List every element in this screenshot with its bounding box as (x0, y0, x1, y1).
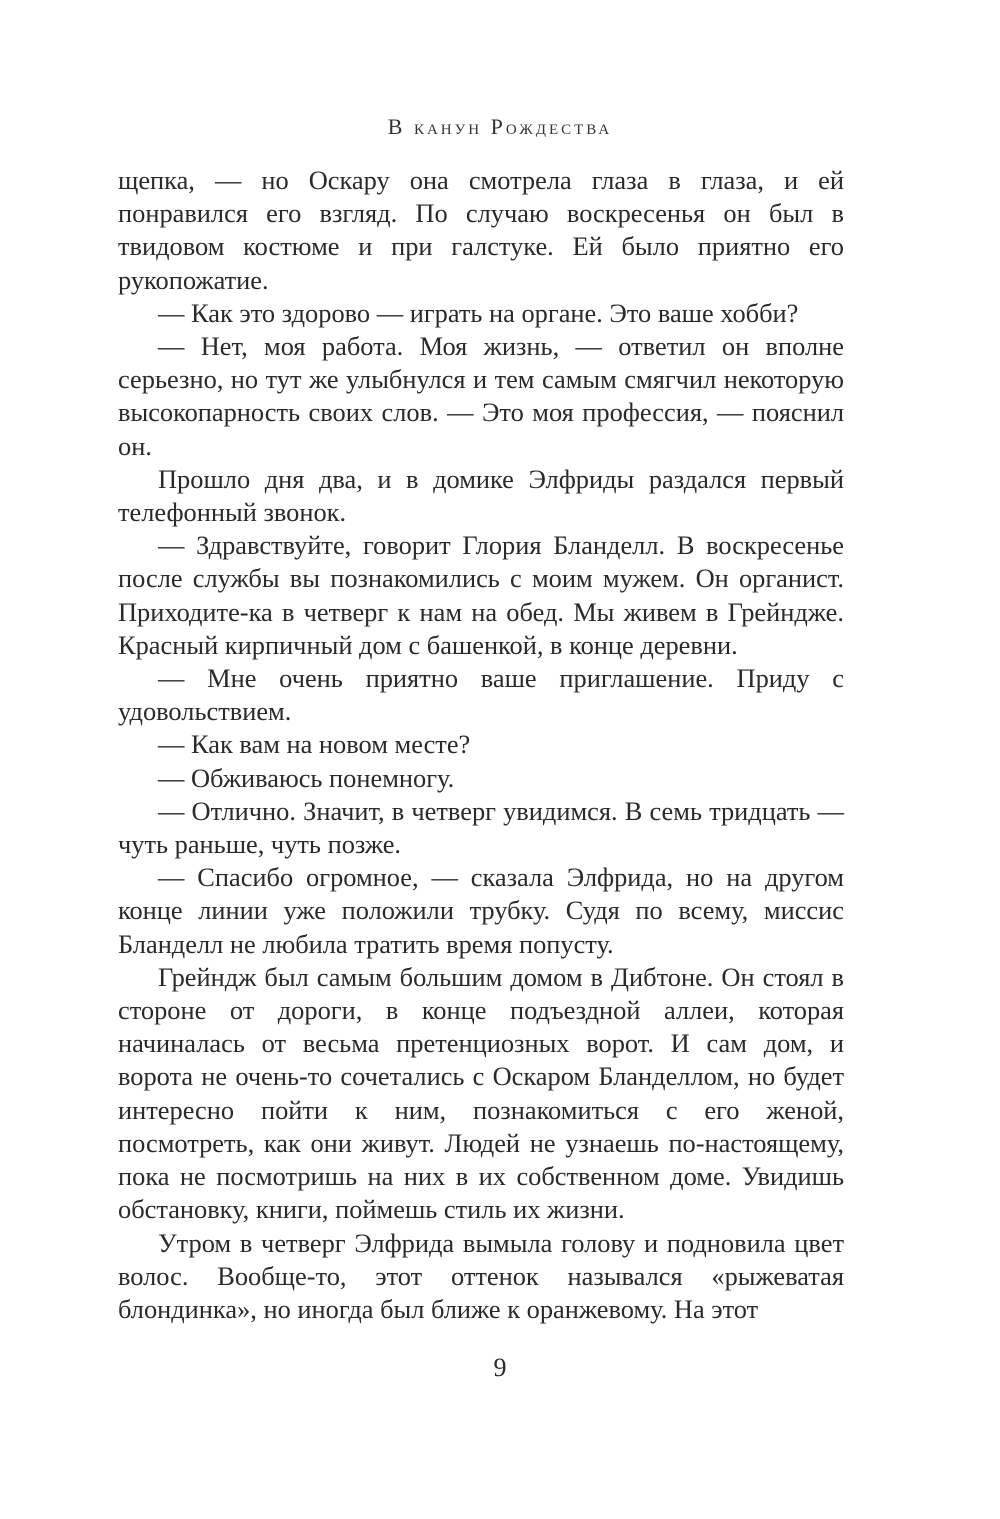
paragraph: щепка, — но Оскару она смотрела глаза в глаза, и ей понравился его взгляд. По случаю воскресенья он был в твидовом костюме и при галстуке. Ей было приятно его рукопожатие. (118, 165, 844, 295)
paragraph: Грейндж был самым большим домом в Дибтоне. Он стоял в стороне от дороги, в конце подъездной аллеи, которая начиналась от весьма претенциозных ворот. И сам дом, и ворота не очень-то сочетались с Оскаром Бланделлом, но будет интересно пойти к ним, познакомиться с его женой, посмотреть, как они живут. Людей не узнаешь по-настоящему, пока не посмотришь на них в их собственном доме. Увидишь обстановку, книги, поймешь стиль их жизни. (118, 961, 844, 1225)
paragraph: — Как это здорово — играть на органе. Это ваше хобби? (158, 297, 799, 328)
paragraph: — Обживаюсь понемногу. (158, 762, 455, 793)
paragraph: — Мне очень приятно ваше приглашение. Приду с удовольствием. (118, 663, 844, 727)
paragraph: — Как вам на новом месте? (158, 729, 471, 760)
body-text (118, 164, 844, 1326)
paragraph: — Нет, моя работа. Моя жизнь, — ответил он вполне серьезно, но тут же улыбнулся и тем самым смягчил некоторую высокопарность своих слов. — Это моя профессия, — пояснил он. (118, 331, 844, 461)
paragraph: — Отлично. Значит, в четверг увидимся. В семь тридцать — чуть раньше, чуть позже. (118, 795, 844, 860)
page-number: 9 (493, 1353, 507, 1382)
paragraph: Прошло дня два, и в домике Элфриды раздался первый телефонный звонок. (118, 463, 844, 528)
paragraph: Утром в четверг Элфрида вымыла голову и подновила цвет волос. Вообще-то, этот оттенок назывался «рыжеватая блондинка», но иногда был ближе к оранжевому. На этот (118, 1227, 844, 1324)
paragraph: — Спасибо огромное, — сказала Элфрида, но на другом конце линии уже положили трубку. Судя по всему, миссис Бланделл не любила тратить время попусту. (118, 862, 844, 959)
running-head: В канун Рождества (387, 114, 613, 139)
paragraph: — Здравствуйте, говорит Глория Бланделл. В воскресенье после службы вы познакомились с моим мужем. Он органист. Приходите-ка в четверг к нам на обед. Мы живем в Грейндже. Красный кирпичный дом с башенкой, в конце деревни. (118, 530, 844, 660)
